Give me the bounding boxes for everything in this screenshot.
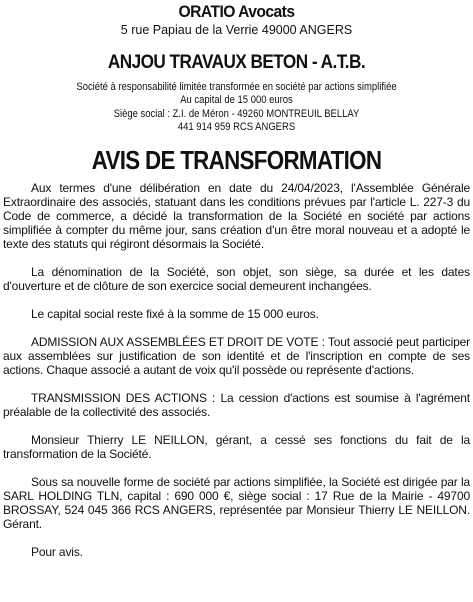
paragraph-new-president: Sous sa nouvelle forme de société par actions simplifiée, la Société est dirigée par la SARL HOLDING TLN, capital : 690 000 €, siège social : 17 Rue de la Mairie - 49700 BROSSAY, 524 045 366 RCS ANGERS, représentée par Monsieur Thierry LE NEILLON. Gérant. — [3, 474, 470, 531]
company-rcs: 441 914 959 RCS ANGERS — [177, 121, 296, 134]
company-name: ANJOU TRAVAUX BETON - A.T.B. — [107, 51, 366, 73]
law-firm-name: ORATIO Avocats — [178, 2, 295, 21]
paragraph-closing: Pour avis. — [31, 544, 83, 559]
paragraph-unchanged: La dénomination de la Société, son objet, son siège, sa durée et les dates d'ouverture et de clôture de son exercice social demeurent inchangées. — [3, 264, 470, 293]
notice-title: AVIS DE TRANSFORMATION — [91, 144, 382, 175]
law-firm-address: 5 rue Papiau de la Verrie 49000 ANGERS — [120, 23, 353, 37]
paragraph-capital: Le capital social reste fixé à la somme de 15 000 euros. — [31, 306, 319, 321]
company-capital: Au capital de 15 000 euros — [180, 94, 293, 107]
paragraph-deliberation: Aux termes d'une délibération en date du 24/04/2023, l'Assemblée Générale Extraordinaire des associés, statuant dans les conditions prévues par l'article L. 227-3 du Code de commerce, a décidé la transformation de la Société en société par actions simplifiée à compter du même jour, sans création d'un être moral nouveau et a adopté le texte des statuts qui régiront désormais la Société. — [3, 180, 470, 251]
notice-body — [3, 181, 470, 559]
paragraph-transmission: TRANSMISSION DES ACTIONS : La cession d'actions est soumise à l'agrément préalable de la collectivité des associés. — [3, 390, 470, 419]
paragraph-former-manager: Monsieur Thierry LE NEILLON, gérant, a cessé ses fonctions du fait de la transformation de la Société. — [3, 432, 470, 461]
paragraph-admission: ADMISSION AUX ASSEMBLÉES ET DROIT DE VOTE : Tout associé peut participer aux assemblées sur justification de son identité et de l'inscription en compte de ses actions. Chaque associé a autant de voix qu'il possède ou représente d'actions. — [3, 334, 470, 377]
company-legal-form: Société à responsabilité limitée transformée en société par actions simplifiée — [76, 81, 397, 93]
company-info — [3, 81, 470, 135]
company-seat: Siège social : Z.I. de Méron - 49260 MONTREUIL BELLAY — [113, 107, 360, 120]
